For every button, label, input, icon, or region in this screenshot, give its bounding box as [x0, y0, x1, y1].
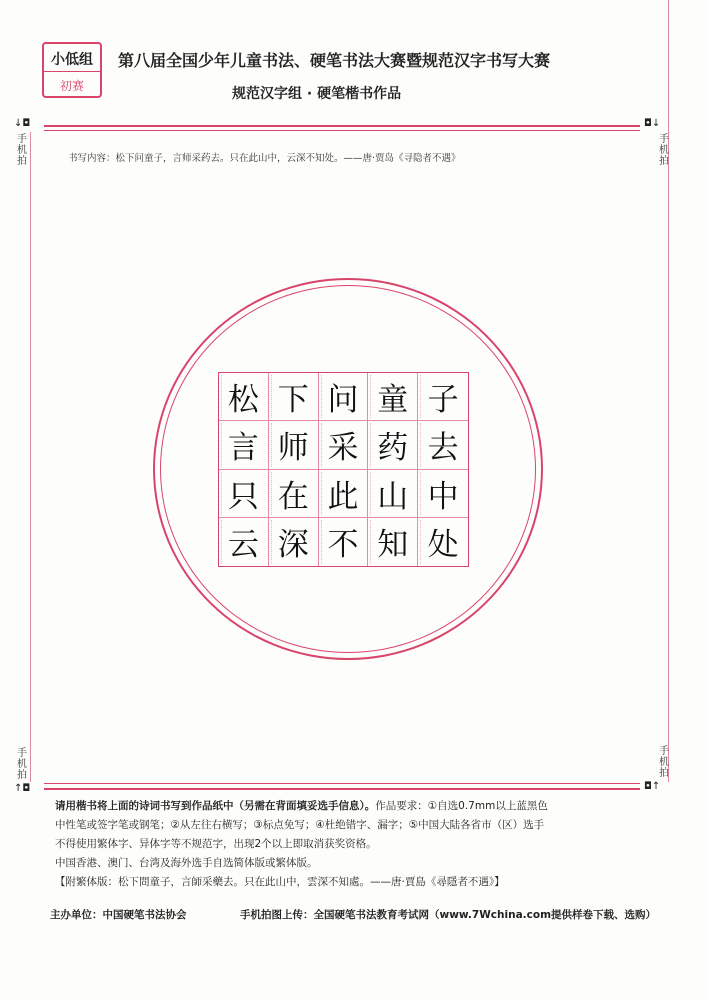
- grid-cell: 云: [219, 518, 269, 566]
- requirements-line-2: 中性笔或签字笔或钢笔；②从左往右横写；③标点免写；④杜绝错字、漏字；⑤中国大陆各省市（区）选手: [55, 819, 545, 831]
- side-label-bottom-left: 手 机 拍: [17, 748, 27, 781]
- grid-cell: 山: [368, 470, 418, 518]
- grid-cell: 下: [269, 373, 319, 421]
- grid-cell: 去: [418, 421, 468, 469]
- grid-cell: 此: [319, 470, 369, 518]
- bottom-rule-thin: [44, 783, 640, 784]
- grid-cell: 深: [269, 518, 319, 566]
- grid-cell: 采: [319, 421, 369, 469]
- top-rule-thin: [44, 130, 640, 131]
- grid-cell: 子: [418, 373, 468, 421]
- grid-cell: 处: [418, 518, 468, 566]
- grid-cell: 药: [368, 421, 418, 469]
- group-badge: [42, 42, 102, 98]
- camera-icon: ◘: [644, 118, 652, 129]
- requirements-line-4: 中国香港、澳门、台湾及海外选手自选简体版或繁体版。: [55, 857, 318, 869]
- writing-content: 书写内容：松下问童子，言师采药去。只在此山中，云深不知处。——唐·贾岛《寻隐者不遇》: [68, 153, 461, 164]
- requirements-line-5: 【附繁体版：松下問童子，言師采藥去。只在此山中，雲深不知處。——唐·賈島《尋隱者不遇》】: [55, 876, 505, 888]
- requirements-line-3: 不得使用繁体字、异体字等不规范字，出现2个以上即取消获奖资格。: [55, 838, 377, 850]
- grid-cell: 师: [269, 421, 319, 469]
- grid-cell: 童: [368, 373, 418, 421]
- grid-cell: 松: [219, 373, 269, 421]
- camera-icon: ◘: [22, 118, 31, 129]
- arrow-up-icon: ↑: [651, 781, 661, 792]
- footer-upload: 手机拍图上传：全国硬笔书法教育考试网（www.7Wchina.com提供样卷下载、选购）: [240, 909, 657, 921]
- bottom-rule: [44, 788, 640, 790]
- camera-icon: ◘: [644, 781, 652, 792]
- footer-organizer: 主办单位：中国硬笔书法协会: [50, 909, 187, 921]
- arrow-down-icon: ↓: [651, 118, 661, 129]
- grid-cell: 不: [319, 518, 369, 566]
- side-label-top-left: 手 机 拍: [17, 134, 27, 167]
- requirements-block: [55, 797, 655, 892]
- top-left-marker: [14, 118, 30, 129]
- side-label-top-right: 手 机 拍: [659, 134, 669, 167]
- right-frame-line: [668, 0, 669, 782]
- camera-icon: ◘: [22, 783, 31, 794]
- requirements-intro: 作品要求：①自选0.7mm以上蓝黑色: [375, 800, 548, 812]
- grid-cell: 知: [368, 518, 418, 566]
- stage-label: 初赛: [59, 79, 84, 93]
- writing-grid: [218, 372, 469, 567]
- grid-cell: 问: [319, 373, 369, 421]
- requirements-line-1: [55, 797, 655, 816]
- grid-cell: 只: [219, 470, 269, 518]
- grid-cell: 中: [418, 470, 468, 518]
- requirements-instruction: 请用楷书将上面的诗词书写到作品纸中（另需在背面填妥选手信息）。: [55, 800, 376, 812]
- top-right-marker: [644, 118, 660, 129]
- arrow-down-icon: ↓: [14, 118, 23, 129]
- page-subtitle: 规范汉字组 · 硬笔楷书作品: [232, 86, 402, 102]
- top-rule: [44, 125, 640, 127]
- side-label-bottom-right: 手 机 拍: [659, 746, 669, 779]
- left-frame-line: [30, 132, 31, 782]
- bottom-right-marker: [644, 781, 660, 792]
- grid-cell: 言: [219, 421, 269, 469]
- grid-cell: 在: [269, 470, 319, 518]
- group-label: 小低组: [44, 44, 100, 72]
- page-title: 第八届全国少年儿童书法、硬笔书法大赛暨规范汉字书写大赛: [118, 51, 551, 70]
- arrow-up-icon: ↑: [14, 783, 23, 794]
- bottom-left-marker: [14, 783, 30, 794]
